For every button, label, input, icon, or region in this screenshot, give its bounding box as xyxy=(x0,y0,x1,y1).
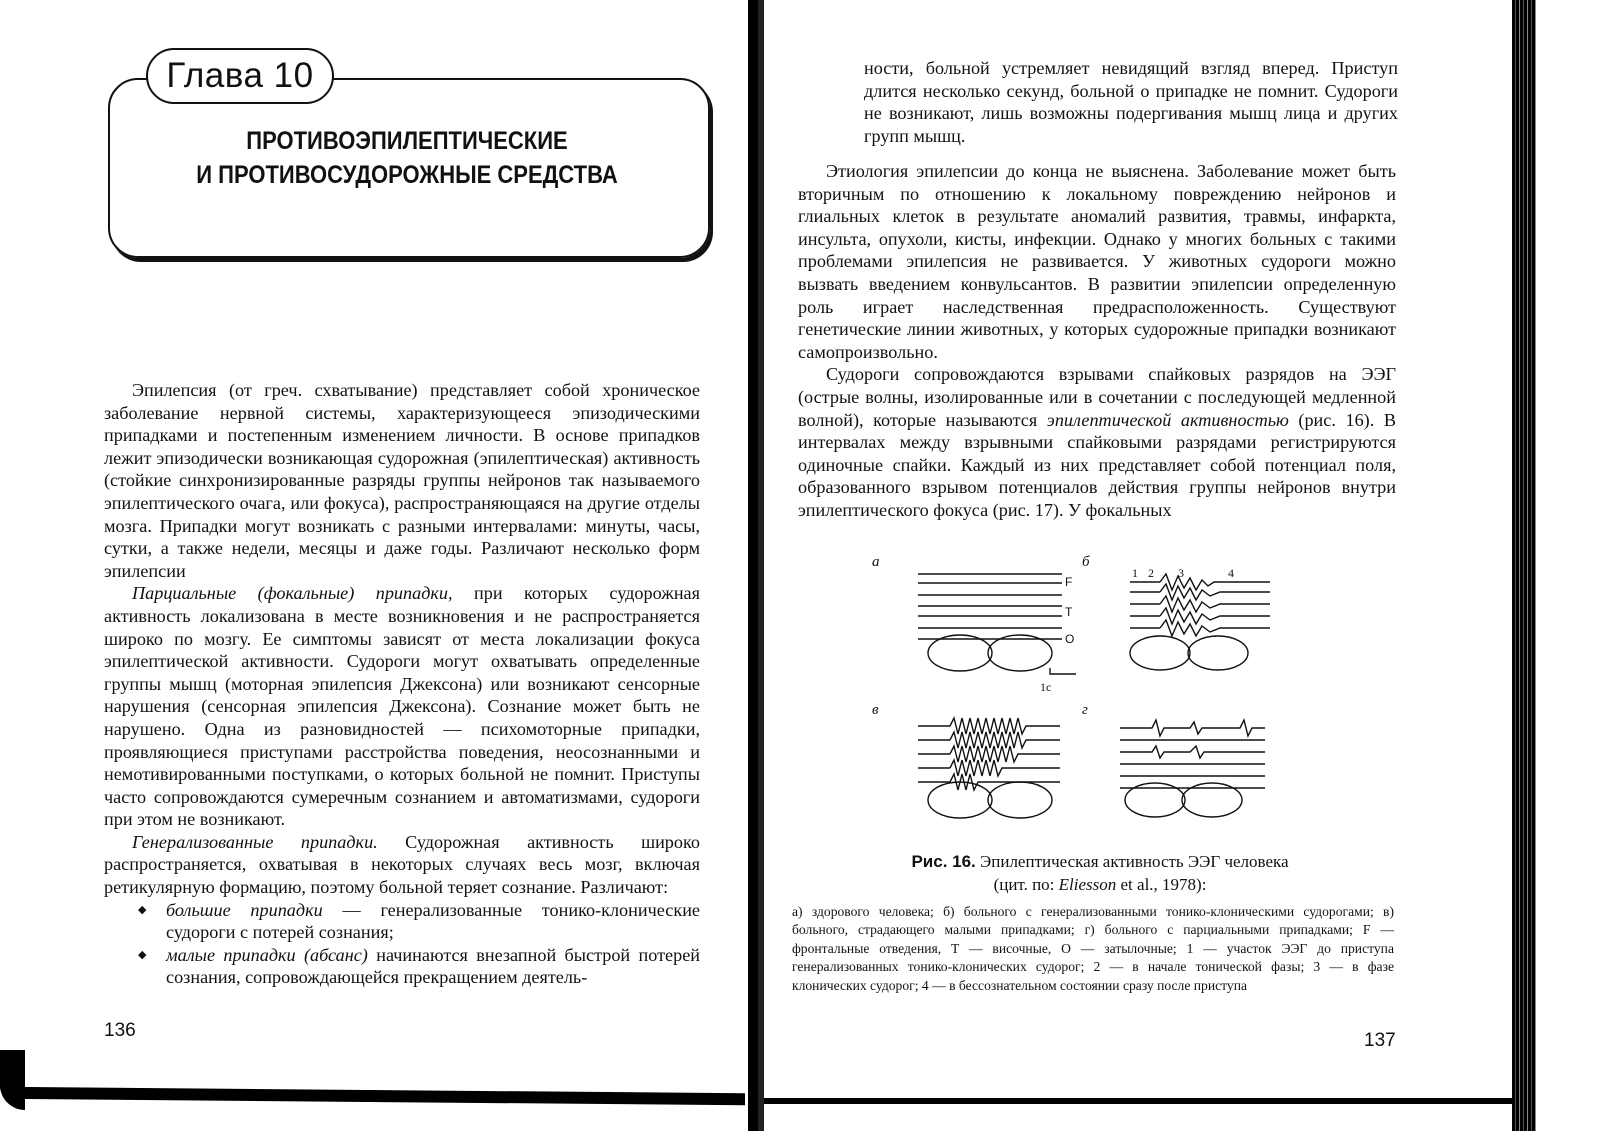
panel-label: б xyxy=(1082,554,1090,570)
lead-label: T xyxy=(1065,605,1073,619)
seizure-list xyxy=(104,899,700,989)
list-item-text: — генерализованные тонико-клонические судороги с потерей сознания; xyxy=(166,899,700,943)
paragraph xyxy=(104,379,700,582)
left-page-body xyxy=(104,379,700,989)
paragraph-text: Судороги сопровождаются взрывами спайковых разрядов на ЭЭГ (острые волны, изолированные или в сочетании с последующей медленной волной), которые называются xyxy=(798,364,1396,430)
paragraph xyxy=(798,363,1396,521)
figure-legend: а) здорового человека; б) больного с генерализованными тонико-клоническими судорогами; в) больного, страдающего малыми припадками; г) больного с парциальными припадками; F — фронтальные отведения, T — височные, O — затылочные; 1 — участок ЭЭГ до приступа генерализованных тонико-клонических судорог; 2 — в начале тонической фазы; 3 — в фазе клонических судорог; 4 — в бессознательном состоянии сразу после приступа xyxy=(792,904,1394,993)
eeg-panel-v xyxy=(918,718,1060,818)
eeg-panel-b xyxy=(1130,574,1270,670)
phase-label: 2 xyxy=(1148,566,1154,580)
right-page-body xyxy=(798,160,1396,522)
eeg-traces-svg xyxy=(860,550,1320,830)
page-stack-edge xyxy=(1512,0,1536,1131)
chapter-label: Глава 10 xyxy=(146,48,334,104)
paragraph xyxy=(104,831,700,899)
term: эпилептической активностью xyxy=(1046,409,1289,430)
paragraph xyxy=(104,582,700,831)
lead-label: O xyxy=(1065,632,1075,646)
panel-label: в xyxy=(872,702,879,718)
right-page-continuation xyxy=(864,57,1398,147)
caption-number: Рис. 16. xyxy=(911,852,976,871)
eeg-panel-a xyxy=(918,574,1076,674)
paragraph-text: Судорожная активность широко распространяется, охватывая в некоторых случаях весь мозг, включая ретикулярную формацию, поэтому больной теряет сознание. Различают: xyxy=(104,831,700,898)
term: Генерализованные припадки. xyxy=(132,831,378,852)
eeg-panel-g xyxy=(1120,720,1265,817)
book-spine xyxy=(758,0,764,1131)
term: малые припадки (абсанс) xyxy=(166,944,368,965)
caption-text: Эпилептическая активность ЭЭГ человека xyxy=(975,852,1289,871)
chapter-title-line: ПРОТИВОЭПИЛЕПТИЧЕСКИЕ xyxy=(246,127,568,155)
term: большие припадки xyxy=(166,899,323,920)
caption-line xyxy=(800,850,1400,873)
panel-label: г xyxy=(1082,702,1088,718)
phase-label: 4 xyxy=(1228,566,1234,580)
time-scale-label: 1c xyxy=(1040,680,1052,694)
list-item xyxy=(166,899,700,944)
chapter-title xyxy=(144,124,670,192)
paragraph-text: при которых судорожная активность локализована в месте возникновения и не распространяется широко по мозгу. Ее симптомы зависят от места локализации фокуса эпилептической активности. Судороги могут охватывать определенные группы мышц (моторная эпилепсия Джексона) или возникают сенсорные нарушения (сенсорная эпилепсия Джексона). Сознание может быть не нарушено. Одна из разновидностей — психомоторные припадки, проявляющиеся приступами расстройства поведения, неосознанными и немотивированными поступками, о которых больной не помнит. Приступы часто сопровождаются сумеречным сознанием и автоматизмами, судороги при этом не возникают. xyxy=(104,583,700,830)
phase-label: 3 xyxy=(1178,566,1184,580)
caption-line xyxy=(800,873,1400,896)
panel-label: а xyxy=(872,554,880,570)
paragraph-text: Эпилепсия (от греч. схватывание) представляет собой хроническое заболевание нервной системы, характеризующееся эпизодическими припадками и постепенным изменением личности. В основе припадков лежит эпизодически возникающая судорожная (эпилептическая) активность (стойкие синхронизированные разряды группы нейронов так называемого эпилептического очага, или фокуса), распространяющаяся на другие отделы мозга. Припадки могут возникать с разными интервалами: минуты, часы, сутки, а также недели, месяцы и даже годы. Различают несколько форм эпилепсии xyxy=(104,380,700,581)
page-number: 137 xyxy=(1364,1030,1396,1051)
page-edge-shadow xyxy=(0,1087,745,1106)
figure-caption xyxy=(800,850,1400,896)
caption-text: (цит. по: xyxy=(993,875,1059,894)
lead-label: F xyxy=(1065,575,1073,589)
list-item xyxy=(166,944,700,989)
paragraph-text: (рис. 16). В интервалах между взрывными спайковыми разрядами регистрируются одиночные спайки. Каждый из них представляет собой потенциал поля, образованного взрывом потенциалов действия группы нейронов внутри эпилептического фокуса (рис. 17). У фокальных xyxy=(798,409,1396,520)
caption-text: et al., 1978): xyxy=(1116,875,1207,894)
phase-label: 1 xyxy=(1132,566,1138,580)
page-number: 136 xyxy=(104,1020,136,1041)
paragraph: ности, больной устремляет невидящий взгляд вперед. Приступ длится несколько секунд, больной о припадке не помнит. Судороги не возникают, лишь возможны подергивания мышц лица и других групп мышц. xyxy=(864,58,1398,146)
chapter-title-line: И ПРОТИВОСУДОРОЖНЫЕ СРЕДСТВА xyxy=(196,161,618,189)
term: Парциальные (фокальные) припадки, xyxy=(132,583,453,604)
caption-author: Eliesson xyxy=(1058,875,1117,894)
paragraph: Этиология эпилепсии до конца не выяснена. Заболевание может быть вторичным по отношению к локальному повреждению нейронов и глиальных клеток в результате аномалий развития, травмы, инфаркта, инсульта, опухоли, кисты, инфекции. Однако у многих больных с такими проблемами эпилепсия не развивается. У животных судороги можно вызвать введением конвульсантов. В развитии эпилепсии определенную роль играет наследственная предрасположенность. Существуют генетические линии животных, у которых судорожные припадки возникают самопроизвольно. xyxy=(798,161,1396,362)
page-edge-shadow xyxy=(0,1050,25,1110)
page-edge-shadow xyxy=(760,1098,1520,1104)
eeg-figure xyxy=(860,550,1320,830)
list-item-text: начинаются внезапной быстрой потерей сознания, сопровождающейся прекращением деятель- xyxy=(166,944,700,988)
book-spine xyxy=(748,0,758,1131)
